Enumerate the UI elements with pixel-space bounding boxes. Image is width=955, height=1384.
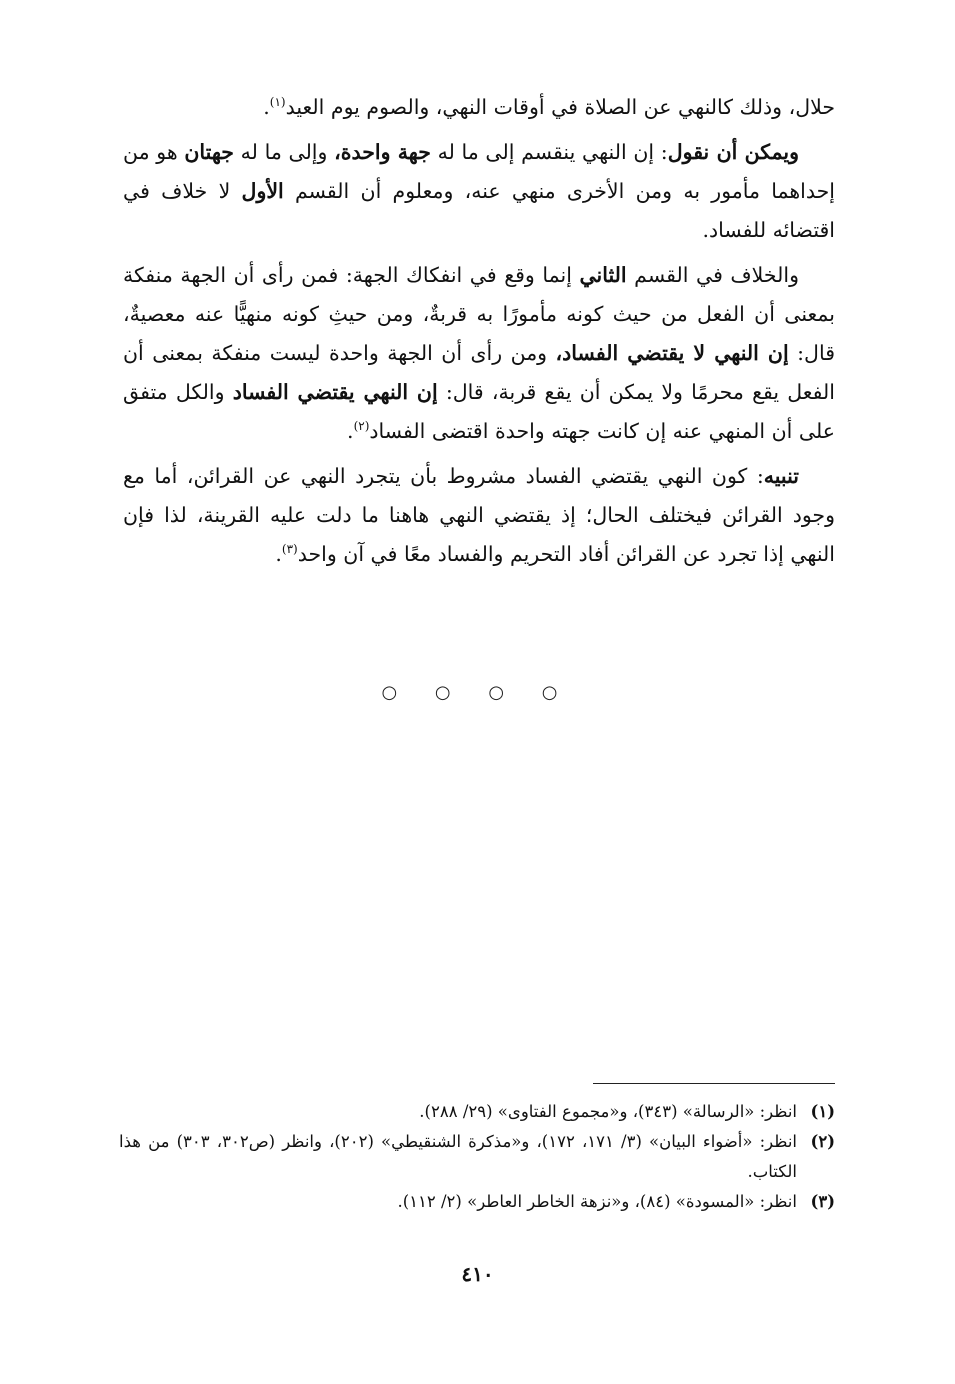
paragraph-2-text: : إن النهي ينقسم إلى ما له	[430, 140, 668, 164]
paragraph-3-text: ومن رأى أن الجهة واحدة ليست منفكة بمعنى أن الفعل يقع محرمًا ولا يمكن أن يقع قربة، قال:	[123, 341, 835, 404]
footnote-divider	[593, 1083, 835, 1084]
paragraph-1-text: حلال، وذلك كالنهي عن الصلاة في أوقات النهي، والصوم يوم العيد	[285, 95, 835, 119]
footnote-ref-1[interactable]: (١)	[269, 95, 286, 110]
paragraph-3-end: .	[347, 419, 354, 443]
section-separator: ○ ○ ○ ○	[381, 682, 574, 703]
paragraph-2-text: هو من إحداهما مأمور به ومن الأخرى منهي عنه، ومعلوم أن القسم	[123, 140, 835, 203]
paragraph-3	[123, 256, 835, 451]
paragraph-2-text: لا خلاف في اقتضائه للفساد.	[123, 179, 835, 242]
paragraph-4-end: .	[275, 542, 282, 566]
bold-phrase: الأول	[241, 179, 284, 203]
footnote-text: انظر: «الرسالة» (٣٤٣)، و«مجموع الفتاوى» (٢٩/ ٢٨٨).	[419, 1102, 797, 1121]
bold-phrase: ويمكن أن نقول	[667, 140, 800, 164]
bold-phrase: إن النهي يقتضي الفساد	[232, 380, 438, 404]
bold-phrase: تنبيه	[763, 464, 799, 488]
footnote-number: (٢)	[810, 1132, 835, 1151]
paragraph-4	[123, 457, 835, 574]
paragraph-2	[123, 133, 835, 250]
page-number: ٤١٠	[461, 1262, 494, 1286]
footnote-ref-2[interactable]: (٢)	[353, 419, 370, 434]
footnote-ref-3[interactable]: (٣)	[281, 542, 298, 557]
footnote-3	[119, 1187, 835, 1217]
footnote-text: انظر: «المسودة» (٨٤)، و«نزهة الخاطر العاطر» (٢/ ١١٢).	[397, 1192, 797, 1211]
paragraph-3-text: والخلاف في القسم	[626, 263, 799, 287]
paragraph-4-text: : كون النهي يقتضي الفساد مشروط بأن يتجرد النهي عن القرائن، أما مع وجود القرائن فيختلف الحال؛ إذ يقتضي النهي هاهنا ما دلت عليه القرينة، لذا فإن النهي إذا تجرد عن القرائن أفاد التحريم والفساد معًا في آن واحد	[123, 464, 835, 566]
main-text	[123, 88, 835, 580]
bold-phrase: الثاني	[579, 263, 627, 287]
bold-phrase: إن النهي لا يقتضي الفساد،	[555, 341, 789, 365]
bold-phrase: جهة واحدة،	[334, 140, 431, 164]
footnote-2	[119, 1127, 835, 1187]
paragraph-2-text: وإلى ما له	[233, 140, 335, 164]
paragraph-1	[123, 88, 835, 127]
footnote-text: انظر: «أضواء البيان» (٣/ ١٧١، ١٧٢)، و«مذكرة الشنقيطي» (٢٠٢)، وانظر (ص٣٠٢، ٣٠٣) من هذا الكتاب.	[119, 1132, 797, 1181]
footnote-1	[119, 1097, 835, 1127]
footnote-number: (١)	[810, 1102, 835, 1121]
paragraph-3-text: إنما وقع في انفكاك الجهة: فمن رأى أن الجهة منفكة بمعنى أن الفعل من حيث كونه مأمورًا به قربةٌ، ومن حيثِ كونه منهيًّا عنه معصيةٌ، قال:	[123, 263, 835, 365]
footnote-number: (٣)	[810, 1192, 835, 1211]
paragraph-3-text: والكل متفق على أن المنهي عنه إن كانت جهته واحدة اقتضى الفساد	[123, 380, 835, 443]
paragraph-1-end: .	[263, 95, 270, 119]
footnotes	[119, 1097, 835, 1217]
bold-phrase: جهتان	[184, 140, 234, 164]
